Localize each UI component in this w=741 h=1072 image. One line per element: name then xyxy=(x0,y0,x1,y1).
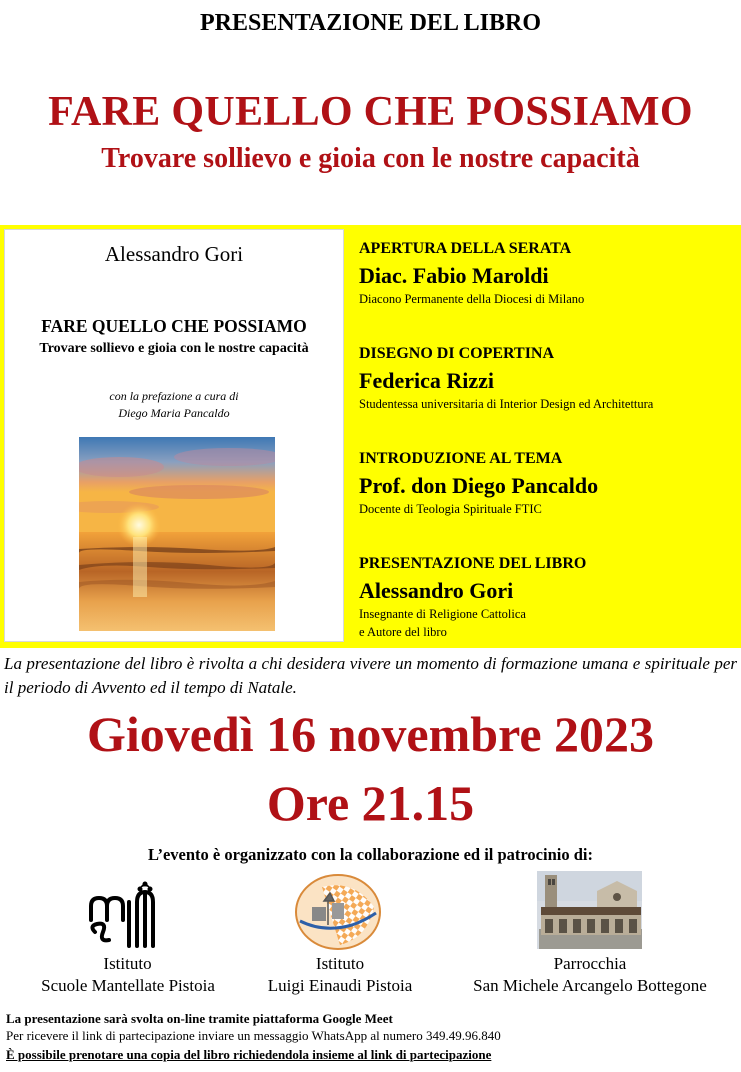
book-cover xyxy=(4,229,344,642)
program-name-2: Federica Rizzi xyxy=(359,368,494,393)
sunset-sea-image xyxy=(79,437,275,631)
main-subtitle: Trovare sollievo e gioia con le nostre capacità xyxy=(101,143,640,174)
organizer-3-type: Parrocchia xyxy=(553,954,627,973)
mantellate-logo-icon xyxy=(85,880,161,950)
cover-preface-line2: Diego Maria Pancaldo xyxy=(118,406,230,420)
program-role-4: PRESENTAZIONE DEL LIBRO xyxy=(359,555,587,572)
program-desc-4b: e Autore del libro xyxy=(359,625,447,639)
organizers-heading: L’evento è organizzato con la collaborazione ed il patrocinio di: xyxy=(147,845,593,864)
footer-booking-note: È possibile prenotare una copia del libro richiedendola insieme al link di partecipazione xyxy=(6,1047,492,1062)
program-desc-3: Docente di Teologia Spirituale FTIC xyxy=(359,502,542,516)
organizer-3-name: San Michele Arcangelo Bottegone xyxy=(473,976,707,995)
organizer-2-name: Luigi Einaudi Pistoia xyxy=(267,976,413,995)
program-role-2: DISEGNO DI COPERTINA xyxy=(359,345,555,362)
cover-title: FARE QUELLO CHE POSSIAMO xyxy=(41,316,307,336)
program-role-1: APERTURA DELLA SERATA xyxy=(359,240,572,257)
program-desc-1: Diacono Permanente della Diocesi di Milano xyxy=(359,292,585,306)
organizer-1-name: Scuole Mantellate Pistoia xyxy=(41,976,215,995)
organizer-1-type: Istituto xyxy=(103,954,152,973)
program-name-1: Diac. Fabio Maroldi xyxy=(359,263,549,288)
organizer-2-type: Istituto xyxy=(315,954,365,973)
program-name-4: Alessandro Gori xyxy=(359,578,514,603)
cover-author: Alessandro Gori xyxy=(104,242,244,266)
church-photo-icon xyxy=(537,871,642,949)
cover-subtitle: Trovare sollievo e gioia con le nostre capacità xyxy=(39,341,309,356)
program-name-3: Prof. don Diego Pancaldo xyxy=(359,473,599,498)
footer-online-note: La presentazione sarà svolta on-line tramite piattaforma Google Meet xyxy=(6,1011,393,1026)
einaudi-logo-icon xyxy=(294,873,382,951)
program-role-3: INTRODUZIONE AL TEMA xyxy=(359,450,563,467)
event-date: Giovedì 16 novembre 2023 xyxy=(86,706,655,762)
header-label: PRESENTAZIONE DEL LIBRO xyxy=(200,10,541,36)
program-desc-4a: Insegnante di Religione Cattolica xyxy=(359,607,526,621)
cover-preface-line1: con la prefazione a cura di xyxy=(109,389,239,403)
event-time: Ore 21.15 xyxy=(266,775,475,831)
footer-whatsapp-note: Per ricevere il link di partecipazione inviare un messaggio WhatsApp al numero 349.49.96.840 xyxy=(6,1028,501,1043)
main-title: FARE QUELLO CHE POSSIAMO xyxy=(48,89,693,135)
intro-paragraph: La presentazione del libro è rivolta a chi desidera vivere un momento di formazione umana e spirituale per il periodo di Avvento ed il tempo di Natale. xyxy=(4,654,737,697)
program-desc-2: Studentessa universitaria di Interior Design ed Architettura xyxy=(359,397,654,411)
